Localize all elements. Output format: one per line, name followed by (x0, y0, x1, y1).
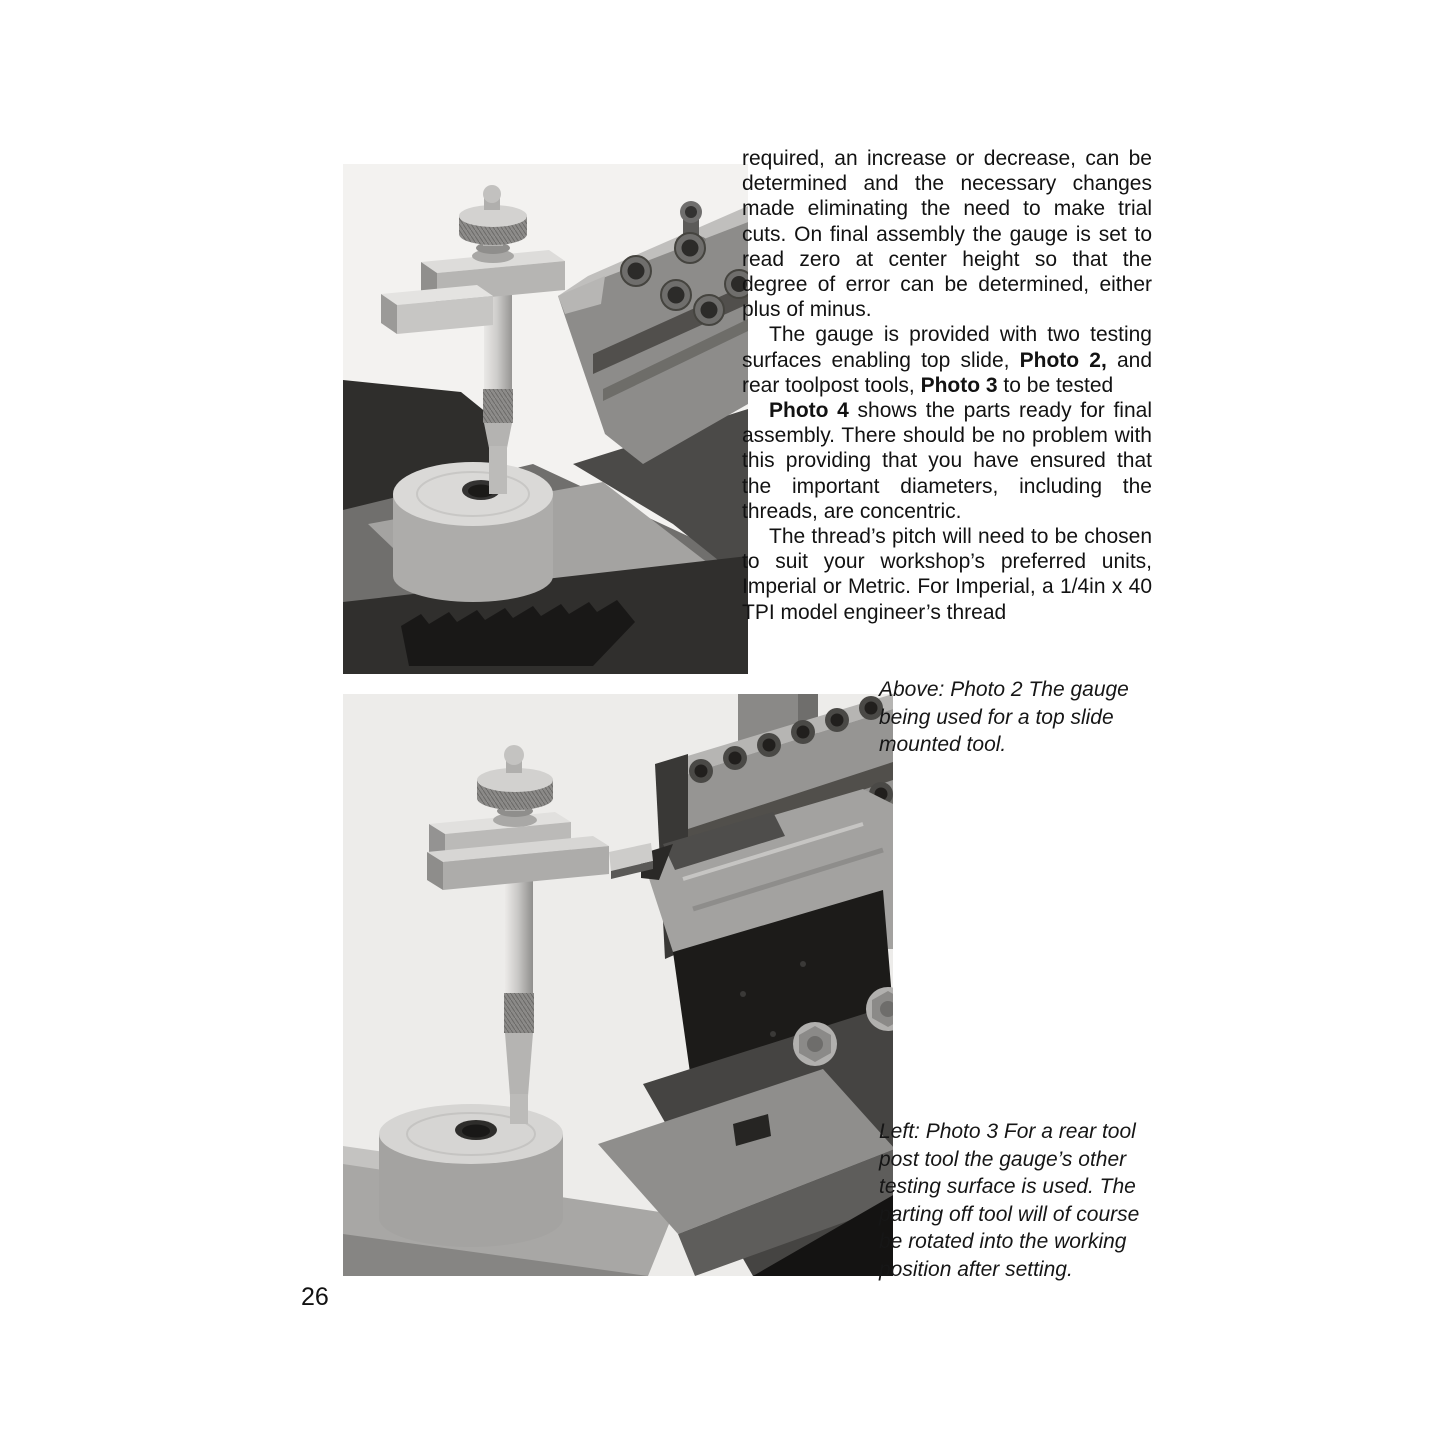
page-number: 26 (301, 1283, 329, 1311)
caption-photo-2: Above: Photo 2 The gauge being used for a top slide mounted tool. (879, 678, 1129, 756)
body-paragraph: Photo 4 shows the parts ready for final assembly. There should be no problem with this providing that you have ensured that the important diameters, including the threads, are concentric. (742, 399, 1152, 523)
body-paragraph: required, an increase or decrease, can be determined and the necessary changes made eliminating the need to make trial cuts. On final assembly the gauge is set to read zero at center height so that the degree of error can be determined, either plus of minus. (742, 147, 1152, 322)
gauge-base-disc (379, 1104, 563, 1247)
body-paragraph: The thread’s pitch will need to be chosen to suit your workshop’s preferred units, Imperial or Metric. For Imperial, a 1/4in x 40 TPI model engineer’s thread (742, 525, 1152, 624)
article-text-column (742, 146, 1152, 625)
body-paragraph: The gauge is provided with two testing surfaces enabling top slide, Photo 2, and rear toolpost tools, Photo 3 to be tested (742, 323, 1153, 397)
photo-2-illustration (343, 164, 748, 674)
photo-3-illustration (343, 694, 893, 1276)
caption-photo-3: Left: Photo 3 For a rear tool post tool the gauge’s other testing surface is used. The parting off tool will of course be rotated into the working position after setting. (879, 1120, 1140, 1281)
gauge-base-disc (393, 462, 553, 602)
photo-3 (343, 694, 893, 1276)
photo-2 (343, 164, 748, 674)
